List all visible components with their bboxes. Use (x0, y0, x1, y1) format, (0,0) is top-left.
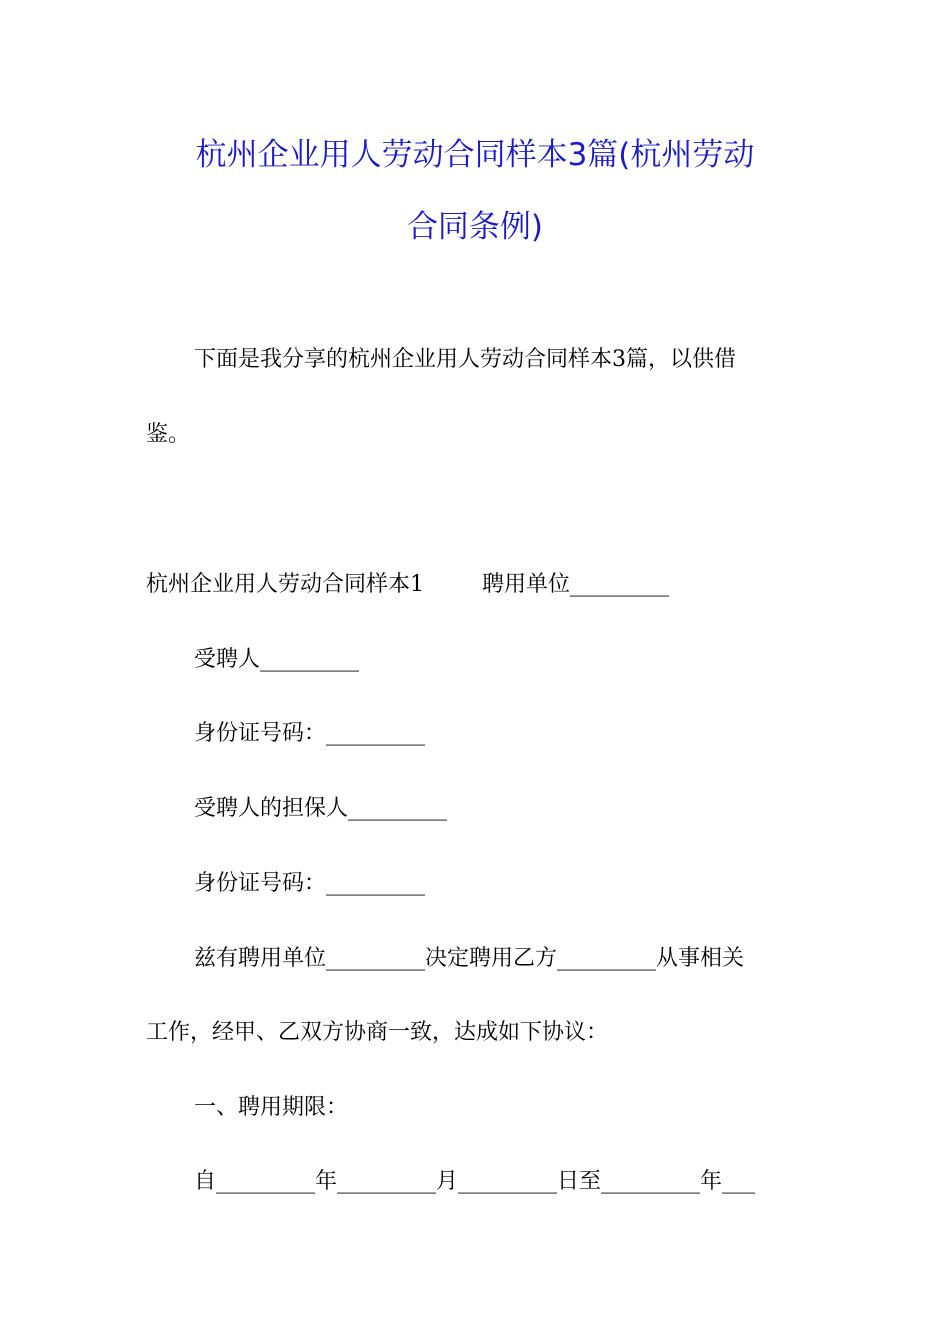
employee-field: 受聘人_________ (194, 647, 360, 672)
employer-field: 聘用单位_________ (482, 572, 670, 597)
intro-paragraph-line-2: 鉴。 (146, 422, 191, 447)
id-number-field-1: 身份证号码：_________ (194, 721, 426, 746)
sample-heading: 杭州企业用人劳动合同样本1 (146, 572, 424, 597)
document-title-line-1: 杭州企业用人劳动合同样本3篇(杭州劳动 (195, 137, 755, 173)
sample-heading-row (146, 570, 669, 600)
id-number-field-2: 身份证号码：_________ (194, 871, 426, 896)
section-1-heading: 一、聘用期限： (194, 1095, 349, 1120)
term-line: 自_________年_________月_________日至_________年___ (194, 1169, 756, 1194)
guarantor-field: 受聘人的担保人_________ (194, 796, 448, 821)
agreement-paragraph-line-2: 工作，经甲、乙双方协商一致，达成如下协议： (146, 1020, 609, 1045)
document-title-line-2: 合同条例) (406, 209, 544, 245)
agreement-paragraph-line-1: 兹有聘用单位_________决定聘用乙方_________从事相关 (194, 946, 745, 971)
intro-paragraph-line-1: 下面是我分享的杭州企业用人劳动合同样本3篇，以供借 (194, 347, 736, 372)
